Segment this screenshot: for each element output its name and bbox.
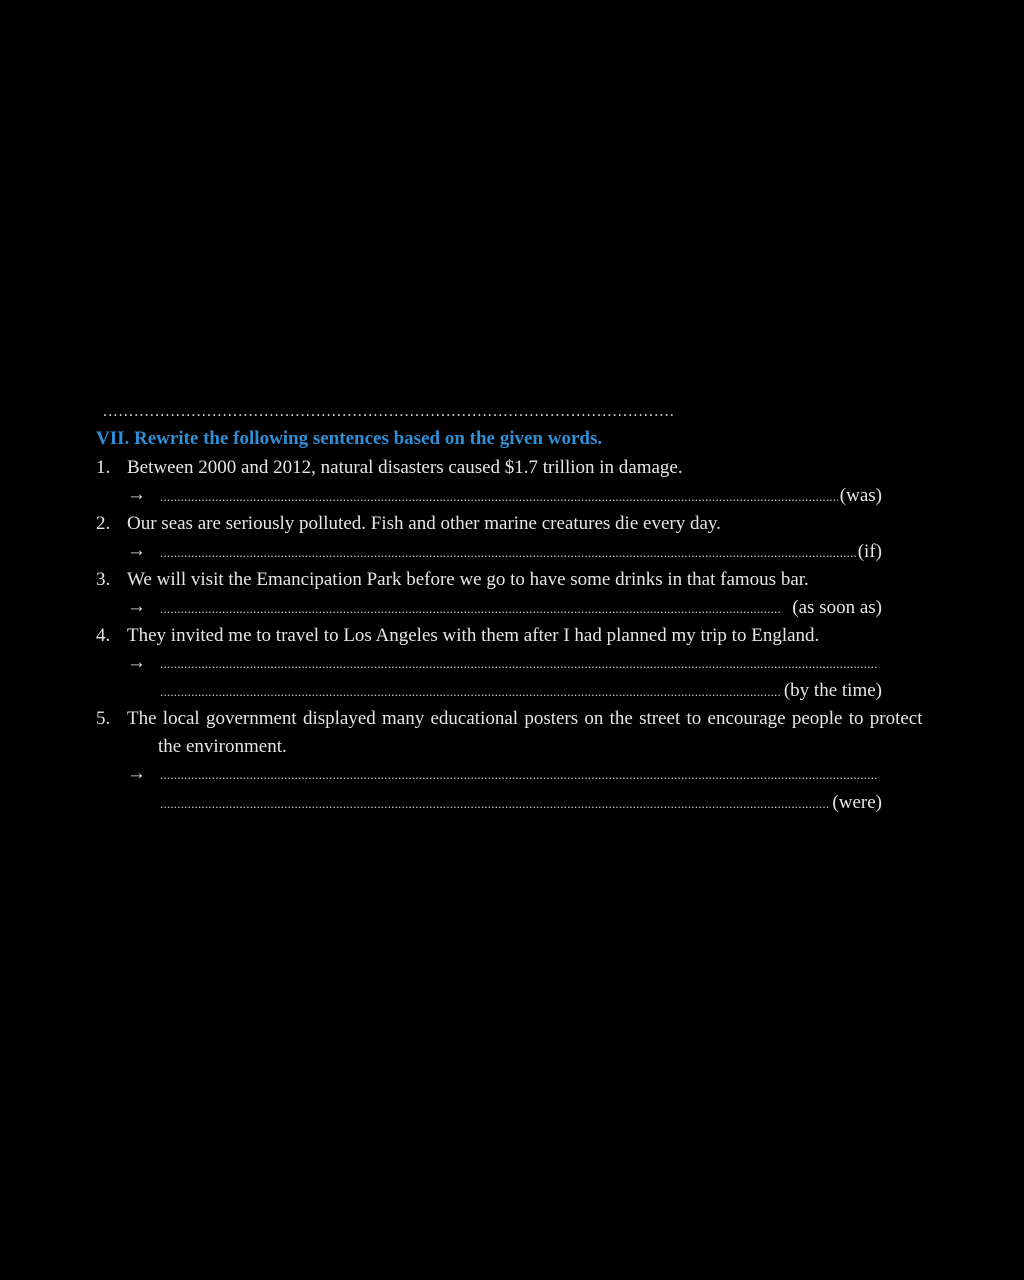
question-text-continued: the environment. — [158, 736, 287, 757]
hint-word: (as soon as) — [792, 597, 882, 618]
answer-line-4a[interactable] — [160, 652, 878, 676]
arrow-icon: → — [127, 540, 146, 561]
question-text: Between 2000 and 2012, natural disasters caused $1.7 trillion in damage. — [127, 457, 683, 478]
dotted-answer-blank — [160, 792, 830, 816]
hint-word: (if) — [857, 541, 882, 562]
arrow-icon: → — [127, 652, 146, 673]
arrow-icon: → — [127, 763, 146, 784]
dotted-answer-blank — [160, 597, 782, 621]
dotted-answer-blank — [160, 485, 838, 509]
question-number: 2. — [96, 513, 111, 534]
question-text: The local government displayed many educational posters on the street to encourage people to protect — [127, 708, 923, 729]
hint-word: (by the time) — [783, 680, 882, 701]
arrow-icon: → — [127, 484, 146, 505]
dotted-answer-blank — [160, 680, 782, 704]
hint-word: (were) — [832, 792, 882, 813]
dotted-answer-blank — [160, 541, 856, 565]
question-number: 3. — [96, 569, 111, 590]
dotted-separator: .............................................................................................................. — [103, 404, 675, 420]
dotted-answer-blank — [160, 763, 878, 787]
answer-line-5a[interactable] — [160, 763, 878, 787]
question-number: 4. — [96, 625, 111, 646]
question-text: Our seas are seriously polluted. Fish and other marine creatures die every day. — [127, 513, 721, 534]
answer-line-4b[interactable] — [160, 679, 882, 704]
question-text: We will visit the Emancipation Park before we go to have some drinks in that famous bar. — [127, 569, 809, 590]
answer-line-3[interactable] — [160, 596, 882, 621]
dotted-answer-blank — [160, 652, 878, 676]
question-text: They invited me to travel to Los Angeles with them after I had planned my trip to England. — [127, 625, 820, 646]
arrow-icon: → — [127, 596, 146, 617]
answer-line-1[interactable] — [160, 484, 882, 509]
hint-word: (was) — [839, 485, 882, 506]
question-number: 5. — [96, 708, 111, 729]
answer-line-2[interactable] — [160, 540, 882, 565]
question-number: 1. — [96, 457, 111, 478]
section-heading: VII. Rewrite the following sentences based on the given words. — [96, 428, 603, 449]
answer-line-5b[interactable] — [160, 791, 882, 816]
